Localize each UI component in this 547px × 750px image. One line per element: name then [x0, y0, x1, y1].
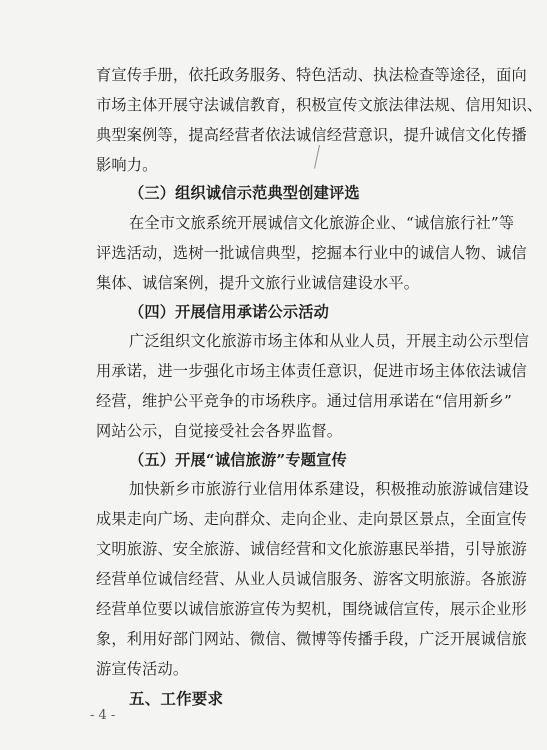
section-heading-4: （四）开展信用承诺公示活动	[129, 303, 330, 321]
paragraph-line: 经营单位要以诚信旅游宣传为契机，围绕诚信宣传，展示企业形	[96, 600, 527, 618]
section-heading-work-requirements: 五、工作要求	[129, 690, 224, 708]
paragraph-line: 经营，维护公平竞争的市场秩序。通过信用承诺在“信用新乡”	[96, 392, 513, 410]
paragraph-line: 用承诺，进一步强化市场主体责任意识，促进市场主体依法诚信	[96, 362, 527, 380]
paragraph-line: 集体、诚信案例，提升文旅行业诚信建设水平。	[96, 274, 420, 292]
paragraph-line: 典型案例等，提高经营者依法诚信经营意识，提升诚信文化传播	[96, 126, 527, 144]
paragraph-line: 象，利用好部门网站、微信、微博等传播手段，广泛开展诚信旅	[96, 630, 527, 648]
paragraph-line: 网站公示，自觉接受社会各界监督。	[96, 422, 343, 440]
paragraph-line: 加快新乡市旅游行业信用体系建设，积极推动旅游诚信建设	[129, 480, 530, 498]
paragraph-line: 影响力。	[96, 156, 158, 174]
paragraph-line: 育宣传手册，依托政务服务、特色活动、执法检查等途径，面向	[96, 66, 527, 84]
section-heading-5: （五）开展“诚信旅游”专题宣传	[129, 451, 347, 469]
paragraph-line: 游宣传活动。	[96, 660, 189, 678]
paragraph-line: 评选活动，选树一批诚信典型，挖掘本行业中的诚信人物、诚信	[96, 244, 527, 262]
paragraph-line: 市场主体开展守法诚信教育，积极宣传文旅法律法规、信用知识、	[96, 96, 543, 114]
paragraph-line: 经营单位诚信经营、从业人员诚信服务、游客文明旅游。各旅游	[96, 570, 527, 588]
section-heading-3: （三）组织诚信示范典型创建评选	[129, 184, 360, 202]
paragraph-line: 广泛组织文化旅游市场主体和从业人员，开展主动公示型信	[129, 332, 530, 350]
paragraph-line: 成果走向广场、走向群众、走向企业、走向景区景点，全面宣传	[96, 510, 527, 528]
pen-mark	[314, 145, 320, 169]
paragraph-line: 在全市文旅系统开展诚信文化旅游企业、“诚信旅行社”等	[129, 214, 515, 232]
paragraph-line: 文明旅游、安全旅游、诚信经营和文化旅游惠民举措，引导旅游	[96, 540, 527, 558]
page-number: - 4 -	[90, 708, 116, 723]
